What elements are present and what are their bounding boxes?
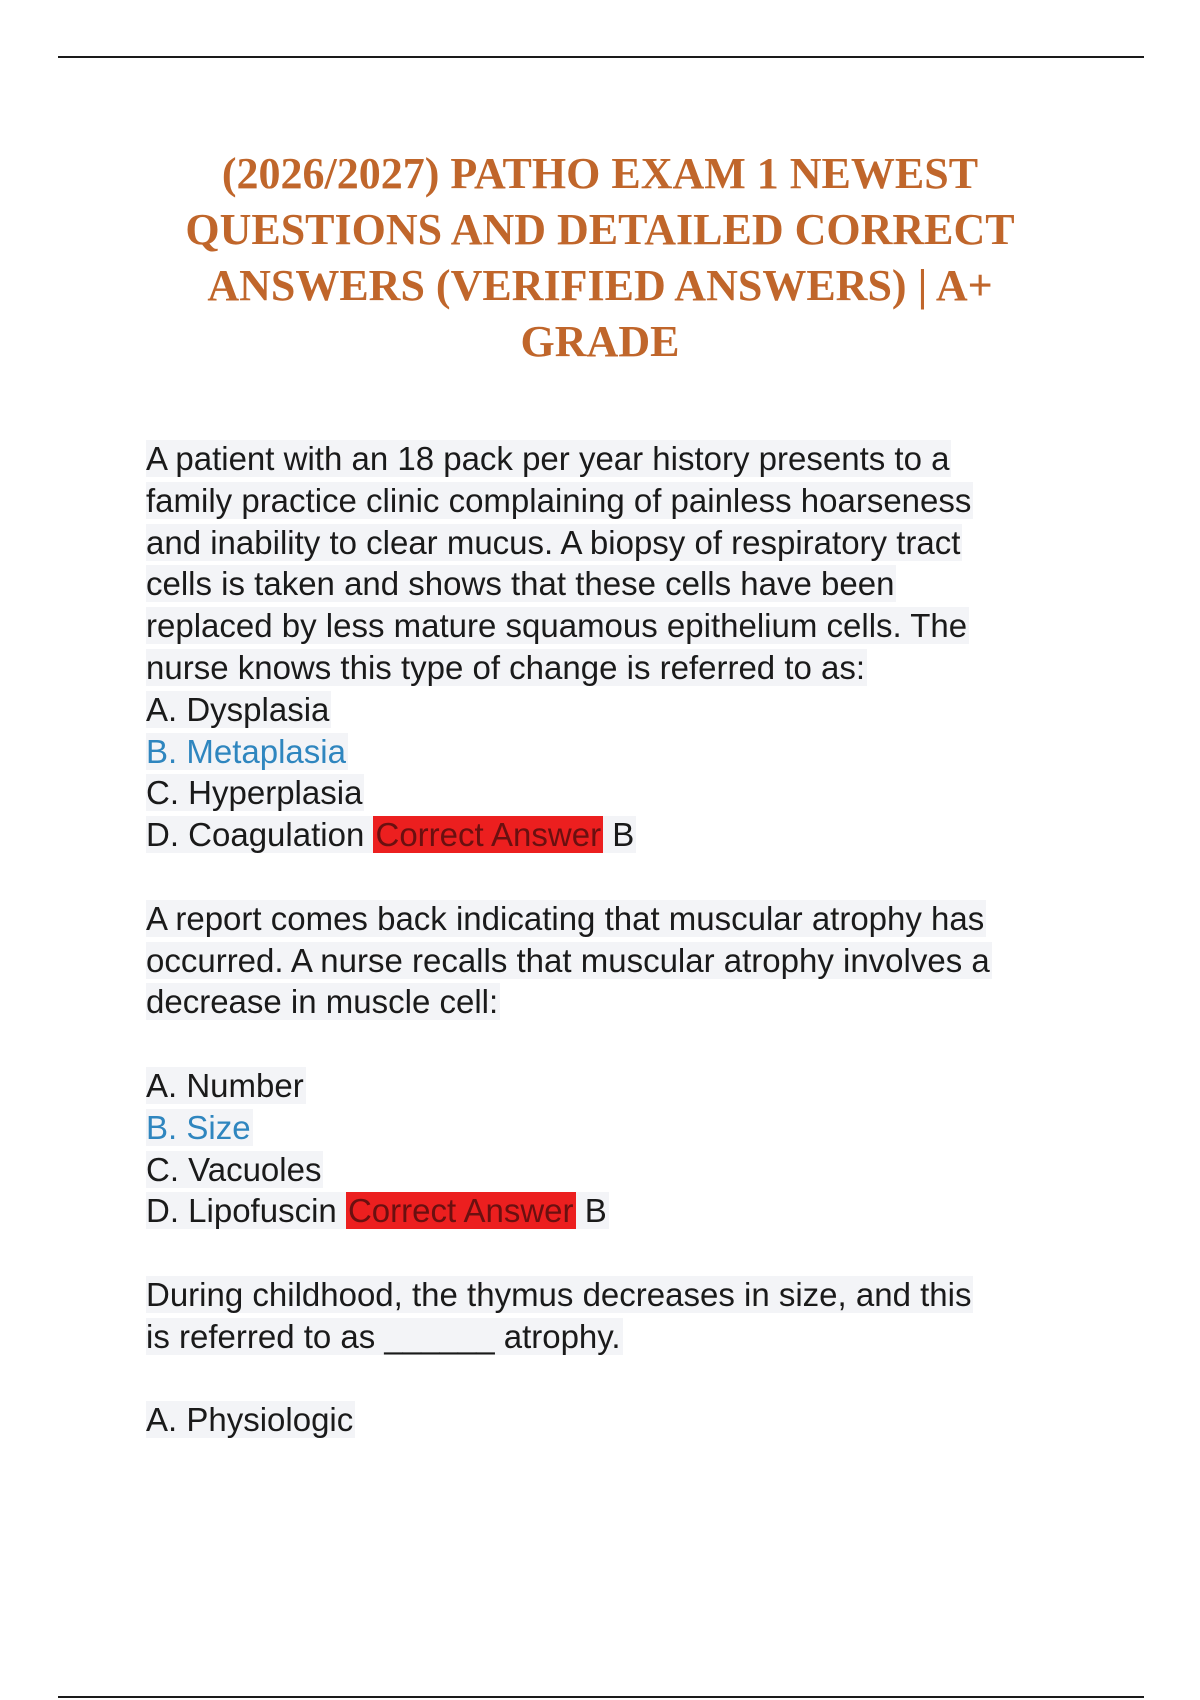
top-rule bbox=[58, 56, 1144, 58]
answer-option-text: D. Coagulation bbox=[146, 816, 365, 854]
answer-option: C. Hyperplasia bbox=[146, 774, 363, 812]
bottom-rule bbox=[58, 1696, 1144, 1698]
question-stem-line: A patient with an 18 pack per year history presents to a bbox=[146, 440, 950, 477]
answer-letter: B bbox=[584, 1192, 607, 1230]
question-2 bbox=[146, 898, 1146, 1232]
answer-option: C. Vacuoles bbox=[146, 1150, 322, 1188]
answer-letter: B bbox=[612, 816, 635, 854]
answer-option: A. Dysplasia bbox=[146, 690, 330, 728]
question-stem-line: replaced by less mature squamous epithelium cells. The bbox=[146, 607, 968, 645]
question-1 bbox=[146, 438, 1146, 856]
document-title bbox=[100, 146, 1100, 370]
answer-option-correct: B. Size bbox=[146, 1108, 251, 1146]
answer-option: A. Physiologic bbox=[146, 1401, 354, 1439]
question-stem-line: cells is taken and shows that these cells have been bbox=[146, 565, 895, 603]
title-line: ANSWERS (VERIFIED ANSWERS) | A+ bbox=[207, 261, 993, 310]
question-stem-line: A report comes back indicating that muscular atrophy has bbox=[146, 899, 985, 937]
correct-answer-badge: Correct Answer bbox=[347, 1192, 574, 1230]
title-line: (2026/2027) PATHO EXAM 1 NEWEST bbox=[221, 149, 979, 198]
answer-option: A. Number bbox=[146, 1066, 304, 1104]
question-stem-line: During childhood, the thymus decreases in size, and this bbox=[146, 1275, 972, 1313]
question-stem-line: occurred. A nurse recalls that muscular atrophy involves a bbox=[146, 941, 990, 979]
title-line: GRADE bbox=[520, 317, 680, 366]
question-stem-line: and inability to clear mucus. A biopsy of respiratory tract bbox=[146, 523, 961, 561]
answer-option-text: D. Lipofuscin bbox=[146, 1192, 337, 1230]
answer-option-with-key bbox=[146, 814, 1146, 856]
title-line: QUESTIONS AND DETAILED CORRECT bbox=[185, 205, 1015, 254]
answer-option-correct: B. Metaplasia bbox=[146, 732, 346, 770]
correct-answer-badge: Correct Answer bbox=[375, 816, 602, 854]
question-stem-line: is referred to as ______ atrophy. bbox=[146, 1317, 621, 1355]
document-body bbox=[146, 438, 1146, 1441]
question-stem-line: family practice clinic complaining of painless hoarseness bbox=[146, 481, 972, 519]
question-3 bbox=[146, 1274, 1146, 1441]
question-stem-line: nurse knows this type of change is referred to as: bbox=[146, 648, 866, 686]
answer-option-with-key bbox=[146, 1190, 1146, 1232]
question-stem-line: decrease in muscle cell: bbox=[146, 983, 499, 1021]
